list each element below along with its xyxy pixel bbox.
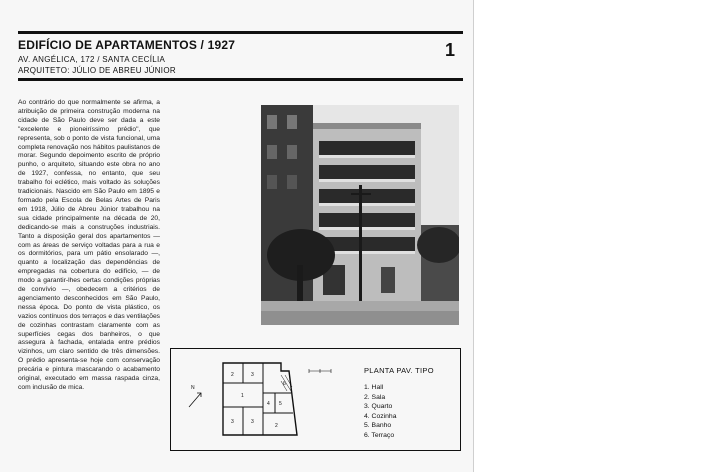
floor-plan-box (170, 348, 461, 451)
north-label: N (191, 385, 195, 391)
room-number: 2 (231, 372, 234, 378)
room-number: 3 (251, 372, 254, 378)
body-text-column (18, 99, 160, 459)
plan-legend (364, 383, 397, 441)
legend-item: 1. Hall (364, 384, 384, 391)
room-number: 3 (231, 419, 234, 425)
body-paragraph: Ao contrário do que normalmente se afirma, a atribuição de primeira construção moderna na cidade de São Paulo deve ser dada a este "excelente e pioneiríssimo prédio", que representa, sob o ponto de vista funcional, uma completa renovação nos hábitos paulistanos de morar. Segundo depoimento escrito de próprio punho, o arquiteto, situando este obra no ano de 1927, confessa, no entanto, que seu trabalho foi eclético, mais voltado às soluções tradicionais. Nascido em São Paulo em 1895 e formado pela Escola de Belas Artes de Paris em 1918, Júlio de Abreu Júnior trabalhou na sua cidade principalmente na década de 20, dedicando-se mais a construções industriais. Tanto a disposição geral dos apartamentos — com as áreas de serviço voltadas para a rua e os dormitórios, para um pátio ensolarado —, quanto a localização das dependências de empregadas na cobertura do edifício, — de modo a garantir-lhes certas condições próprias de convívio —, obedecem a critérios de agenciamento desconhecidos em São Paulo, nessa época. Do ponto de vista plástico, os vazios contínuos dos terraços e das ventilações de cozinhas contrastam claramente com as superfícies cegas dos banheiros, o que assegura à fachada, entalada entre prédios vizinhos, um claro sentido de três dimensões. O prédio apresenta-se hoje com conservação precária e pintura mascarando o acabamento original, executado em massa raspada cinza, com inclusão de mica. (18, 99, 160, 391)
page-number: 1 (445, 40, 456, 60)
north-arrow-icon (189, 393, 201, 407)
room-number: 2 (275, 423, 278, 429)
architect-line: ARQUITETO: JÚLIO DE ABREU JÚNIOR (18, 66, 176, 75)
building-photo (261, 105, 459, 325)
header-top-rule (18, 31, 463, 34)
page-title: EDIFÍCIO DE APARTAMENTOS / 1927 (18, 38, 236, 52)
address-line: AV. ANGÉLICA, 172 / SANTA CECÍLIA (18, 55, 166, 64)
legend-item: 3. Quarto (364, 403, 393, 411)
room-number: 4 (267, 401, 270, 407)
room-number: 3 (251, 419, 254, 425)
plan-title: PLANTA PAV. TIPO (364, 366, 434, 375)
floor-plan-drawing (171, 349, 356, 450)
room-number: 1 (241, 393, 244, 399)
legend-item: 4. Cozinha (364, 412, 397, 420)
room-number: 5 (279, 401, 282, 407)
room-number: 6 (283, 381, 286, 387)
legend-item: 5. Banho (364, 422, 392, 430)
legend-item: 6. Terraço (364, 431, 395, 439)
header-bottom-rule (18, 78, 463, 81)
legend-item: 2. Sala (364, 393, 386, 401)
